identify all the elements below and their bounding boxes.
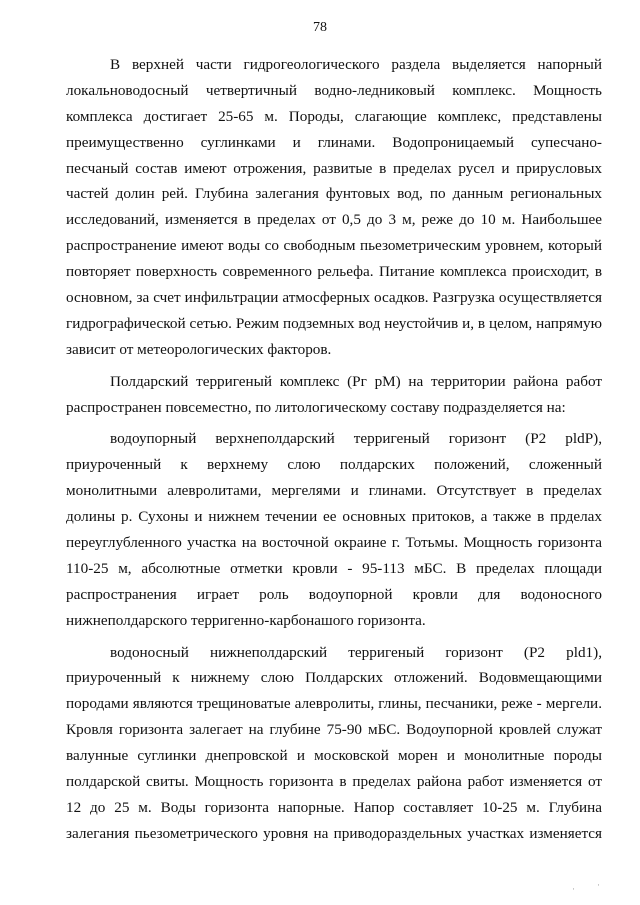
text-line: приуроченный к верхнему слою полдарских положений, сложенный <box>66 456 602 474</box>
text-line: водоупорный верхнеполдарский терригеный горизонт (Р2 pldP), <box>110 430 602 448</box>
text-line: долины р. Сухоны и нижнем течении ее основных притоков, а также в прделах <box>66 508 602 526</box>
text-line: исследований, изменяется в пределах от 0,5 до 3 м, реже до 10 м. Наибольшее <box>66 211 602 229</box>
text-line: монолитными алевролитами, мергелями и глинами. Отсутствует в пределах <box>66 482 602 500</box>
text-line: частей долин рей. Глубина залегания фунтовых вод, по данным региональных <box>66 185 602 203</box>
text-line: переуглубленного участка на восточной окраине г. Тотьмы. Мощность горизонта <box>66 534 602 552</box>
text-line: распространение имеют воды со свободным пьезометрическим уровнем, который <box>66 237 602 255</box>
text-line: приуроченный к нижнему слою Полдарских отложений. Водовмещающими <box>66 669 602 687</box>
text-line: повторяет поверхность современного рельефа. Питание комплекса происходит, в <box>66 263 602 281</box>
text-line: В верхней части гидрогеологического раздела выделяется напорный <box>110 56 602 73</box>
text-line: комплекса достигает 25-65 м. Породы, слагающие комплекс, представлены <box>66 107 602 125</box>
text-line: распространен повсеместно, по литологическому составу подразделяется на: <box>66 398 566 416</box>
text-line: песчаный состав имеют отрожения, развитые в пределах русел и прирусловых <box>66 159 602 177</box>
text-line: породами являются трещиноватые алевролиты, глины, песчаники, реже - мергели. <box>66 695 602 713</box>
text-line: преимущественно суглинками и глинами. Водопроницаемый супесчано- <box>66 133 602 151</box>
paragraph-1 <box>66 52 602 363</box>
text-line: 12 до 25 м. Воды горизонта напорные. Напор составляет 10-25 м. Глубина <box>66 798 602 816</box>
body-text <box>66 52 602 847</box>
text-line: зависит от метеорологических факторов. <box>66 340 332 358</box>
text-line: полдарской свиты. Мощность горизонта в пределах района работ изменяется от <box>66 773 602 791</box>
page-number: 78 <box>313 20 327 35</box>
text-line: локальноводосный четвертичный водно-ледниковый комплекс. Мощность <box>66 81 602 99</box>
text-line: залегания пьезометрического уровня на приводораздельных участках изменяется <box>66 824 602 842</box>
text-line: Кровля горизонта залегает на глубине 75-90 мБС. Водоупорной кровлей служат <box>66 721 602 739</box>
scan-artifact: · <box>597 880 600 890</box>
text-line: Полдарский терригеный комплекс (Рг рМ) на территории района работ <box>110 372 602 390</box>
paragraph-3 <box>66 426 602 633</box>
text-line: водоносный нижнеполдарский терригеный горизонт (Р2 pld1), <box>110 643 602 661</box>
paragraph-2 <box>66 369 602 421</box>
text-line: основном, за счет инфильтрации атмосферных осадков. Разгрузка осуществляется <box>66 289 602 307</box>
text-line: гидрографической сетью. Режим подземных вод неустойчив и, в целом, напрямую <box>66 314 602 332</box>
text-line: нижнеполдарского терригенно-карбонашого горизонта. <box>66 611 426 629</box>
paragraph-4 <box>66 640 602 847</box>
text-line: валунные суглинки днепровской и московской морен и монолитные породы <box>66 747 602 765</box>
text-line: распространения играет роль водоупорной кровли для водоносного <box>66 585 602 603</box>
text-line: 110-25 м, абсолютные отметки кровли - 95-113 мБС. В пределах площади <box>66 559 602 577</box>
scan-artifact: · <box>572 884 575 894</box>
